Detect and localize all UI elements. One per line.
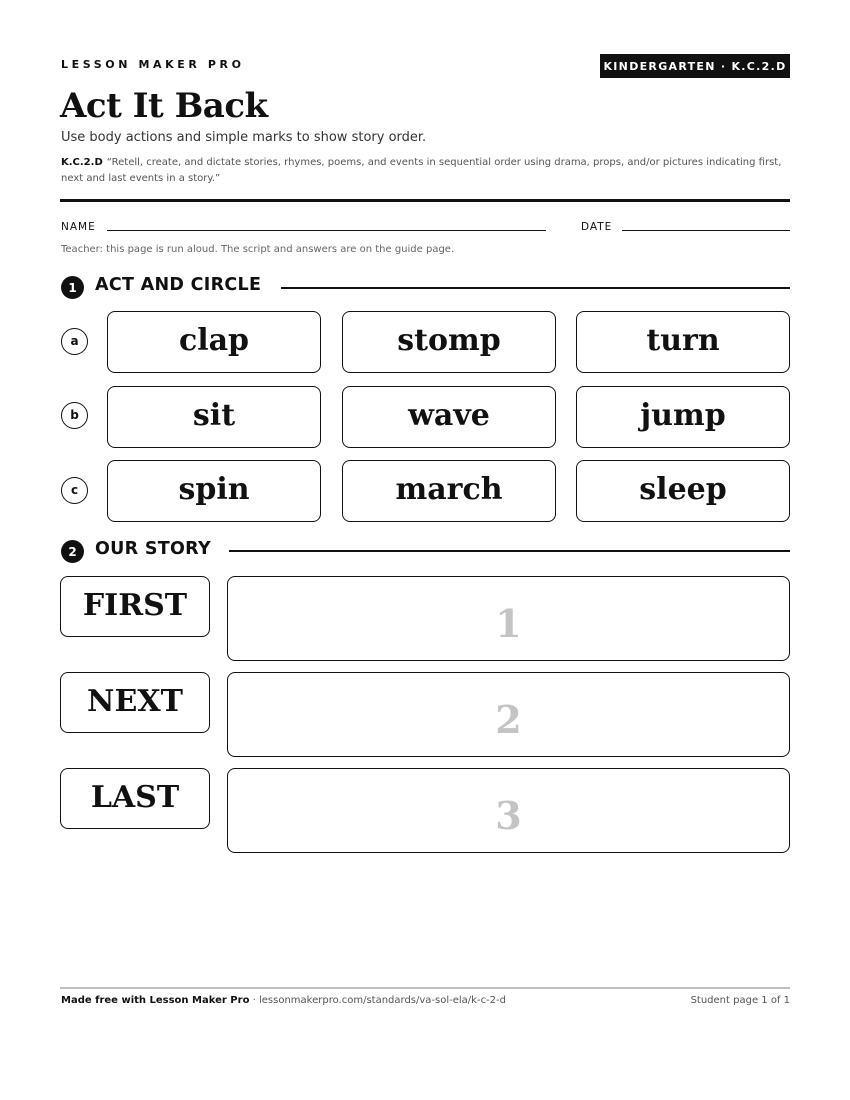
footer-url-link[interactable]: lessonmakerpro.com/standards/va-sol-ela/k-c-2-d [258, 995, 507, 1006]
standard-text: “Retell, create, and dictate stories, rhymes, poems, and events in sequential order using drama, props, and/or pictures indicating first, next and last events in a story.” [61, 157, 782, 184]
story-number-3: 3 [495, 793, 522, 838]
name-field[interactable] [107, 230, 546, 231]
standard-description [61, 155, 791, 187]
name-label: NAME [61, 221, 96, 233]
section-1-title: ACT AND CIRCLE [95, 275, 262, 295]
section-2-number: 2 [61, 540, 84, 563]
step-label-first: FIRST [60, 576, 210, 637]
story-box-next[interactable] [227, 672, 790, 757]
word-card-spin[interactable]: spin [107, 460, 321, 522]
page-title: Act It Back [60, 86, 268, 126]
header-divider [60, 199, 790, 202]
date-field[interactable] [622, 230, 790, 231]
step-label-last: LAST [60, 768, 210, 829]
date-label: DATE [581, 221, 613, 233]
word-card-clap[interactable]: clap [107, 311, 321, 373]
story-box-last[interactable] [227, 768, 790, 853]
teacher-note: Teacher: this page is run aloud. The script and answers are on the guide page. [61, 244, 455, 255]
word-card-turn[interactable]: turn [576, 311, 790, 373]
footer-made-with: Made free with Lesson Maker Pro [61, 995, 250, 1006]
word-card-march[interactable]: march [342, 460, 556, 522]
story-number-2: 2 [495, 697, 522, 742]
word-card-jump[interactable]: jump [576, 386, 790, 448]
row-letter-a: a [61, 328, 88, 355]
footer-credit [61, 995, 506, 1006]
footer-separator: · [249, 995, 259, 1006]
section-1-number: 1 [61, 276, 84, 299]
row-letter-c: c [61, 477, 88, 504]
footer-divider [60, 987, 790, 989]
step-label-next: NEXT [60, 672, 210, 733]
standard-code: K.C.2.D [61, 157, 103, 168]
word-card-sit[interactable]: sit [107, 386, 321, 448]
word-card-sleep[interactable]: sleep [576, 460, 790, 522]
section-1-rule [281, 287, 790, 289]
story-number-1: 1 [495, 601, 522, 646]
grade-badge: KINDERGARTEN · K.C.2.D [600, 54, 790, 78]
brand-name: LESSON MAKER PRO [61, 58, 245, 71]
word-card-wave[interactable]: wave [342, 386, 556, 448]
word-card-stomp[interactable]: stomp [342, 311, 556, 373]
section-2-title: OUR STORY [95, 539, 211, 559]
footer-page-number: Student page 1 of 1 [690, 995, 790, 1006]
page-subtitle: Use body actions and simple marks to show story order. [61, 130, 427, 145]
story-box-first[interactable] [227, 576, 790, 661]
section-2-rule [229, 550, 790, 552]
row-letter-b: b [61, 402, 88, 429]
